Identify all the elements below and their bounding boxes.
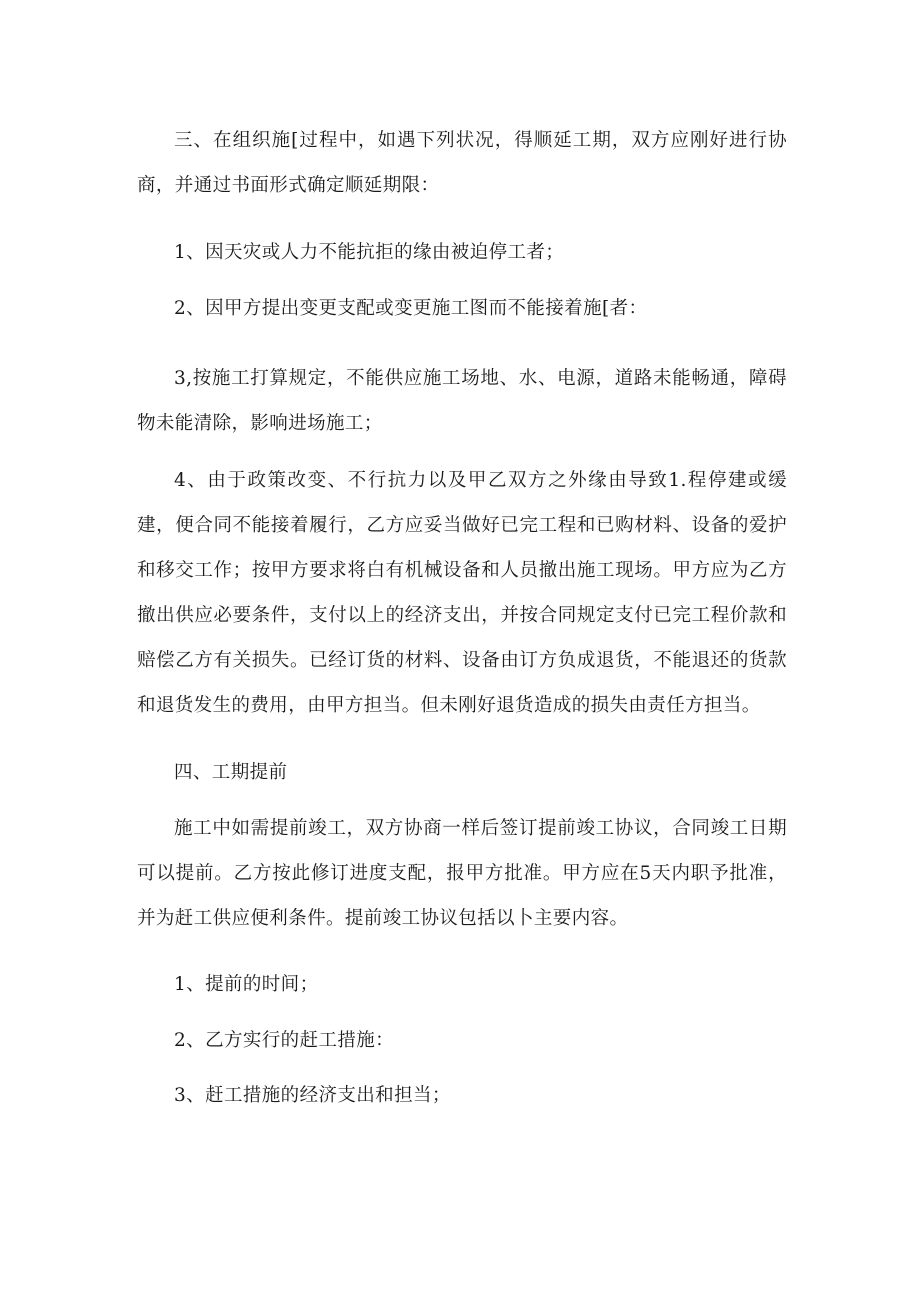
clause-4-body: 施工中如需提前竣工，双方协商一样后签订提前竣工协议，合同竣工日期可以提前。乙方按此修订进度支配，报甲方批准。甲方应在5天内职予批准，并为赶工供应便利条件。提前竣工协议包括以卜主要内容。 <box>137 818 787 929</box>
section-heading: 四、工期提前 <box>174 762 288 783</box>
list-item-4: 4、由于政策改变、不行抗力以及甲乙双方之外缘由导致1.程停建或缓建，便合同不能接着履行，乙方应妥当做好已完工程和已购材料、设备的爱护和移交工作；按甲方要求将白有机械设备和人员撤出施工现场。甲方应为乙方撤出供应必要条件，支付以上的经济支出，并按合同规定支付已完工程价款和赔偿乙方有关损失。已经订货的材料、设备由订方负成退货，不能退还的货款和退货发生的费用，由甲方担当。但未刚好退货造成的损失由责任方担当。 <box>137 470 787 716</box>
list-item-early-3: 3、赶工措施的经济支出和担当； <box>174 1085 451 1106</box>
list-item-2: 2、因甲方提出变更支配或变更施工图而不能接着施[者： <box>174 298 648 319</box>
list-item-early-1: 1、提前的时间； <box>174 974 319 995</box>
list-item-early-2: 2、乙方实行的赶工措施： <box>174 1030 395 1051</box>
list-item-1: 1、因天灾或人力不能抗拒的缘由被迫停工者； <box>174 242 565 263</box>
clause-3-intro: 三、在组织施[过程中，如遇下列状况，得顺延工期，双方应刚好进行协商，并通过书面形式确定顺延期限： <box>137 130 787 196</box>
list-item-3: 3,按施工打算规定，不能供应施工场地、水、电源，道路未能畅通，障碍物未能清除，影响进场施工； <box>137 368 787 434</box>
